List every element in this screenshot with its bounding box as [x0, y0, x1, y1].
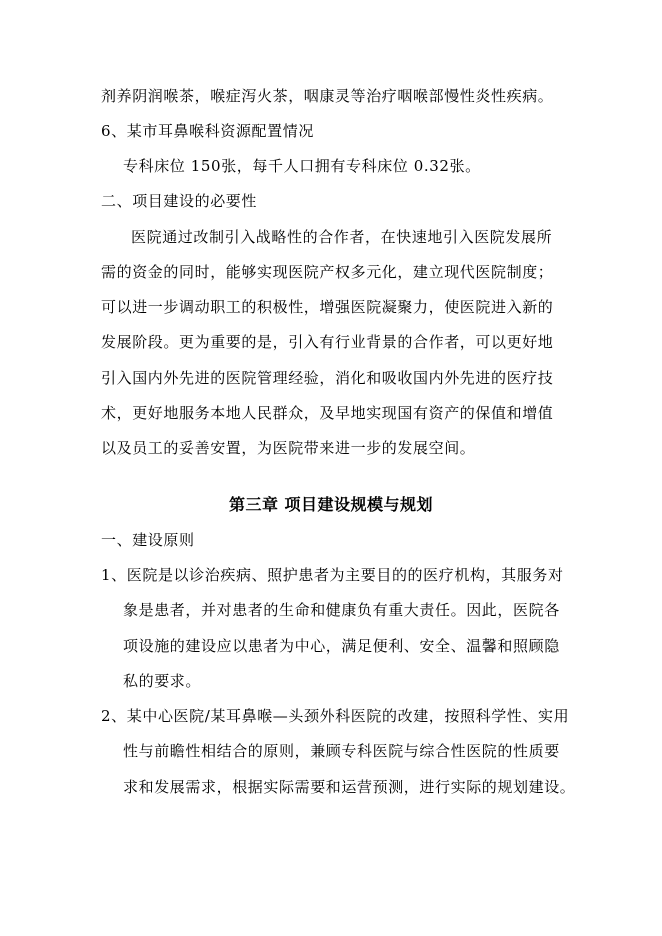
paragraph-line: 可以进一步调动职工的积极性，增强医院凝聚力，使医院进入新的 — [101, 298, 554, 316]
principle-1-line: 私的要求。 — [123, 672, 202, 690]
principle-1-line: 象是患者，并对患者的生命和健康负有重大责任。因此，医院各 — [123, 601, 560, 619]
section6-heading: 6、某市耳鼻喉科资源配置情况 — [101, 122, 314, 140]
principle-1-line: 项设施的建设应以患者为中心，满足便利、安全、温馨和照顾隐 — [123, 637, 560, 655]
principle-2-line: 2、某中心医院/某耳鼻喉—头颈外科医院的改建，按照科学性、实用 — [101, 707, 570, 725]
paragraph-line: 以及员工的妥善安置，为医院带来进一步的发展空间。 — [101, 439, 476, 457]
chapter-title: 第三章 项目建设规模与规划 — [228, 495, 434, 514]
paragraph-line: 术，更好地服务本地人民群众，及早地实现国有资产的保值和增值 — [101, 404, 554, 422]
paragraph-line: 需的资金的同时，能够实现医院产权多元化，建立现代医院制度； — [101, 263, 554, 281]
paragraph-line: 发展阶段。更为重要的是，引入有行业背景的合作者，可以更好地 — [101, 333, 554, 351]
principle-2-line: 性与前瞻性相结合的原则，兼顾专科医院与综合性医院的性质要 — [123, 742, 560, 760]
section2-heading: 二、项目建设的必要性 — [101, 192, 258, 210]
paragraph-line: 引入国内外先进的医院管理经验，消化和吸收国内外先进的医疗技 — [101, 369, 554, 387]
principle-2-line: 求和发展需求，根据实际需要和运营预测，进行实际的规划建设。 — [123, 778, 576, 796]
paragraph-line: 医院通过改制引入战略性的合作者，在快速地引入医院发展所 — [131, 228, 553, 246]
intro-line: 剂养阴润喉茶，喉症泻火茶，咽康灵等治疗咽喉部慢性炎性疾病。 — [101, 87, 554, 105]
principles-heading: 一、建设原则 — [101, 531, 195, 549]
principle-1-line: 1、医院是以诊治疾病、照护患者为主要目的的医疗机构，其服务对 — [101, 566, 564, 584]
section6-text: 专科床位 150张，每千人口拥有专科床位 0.32张。 — [123, 157, 481, 175]
